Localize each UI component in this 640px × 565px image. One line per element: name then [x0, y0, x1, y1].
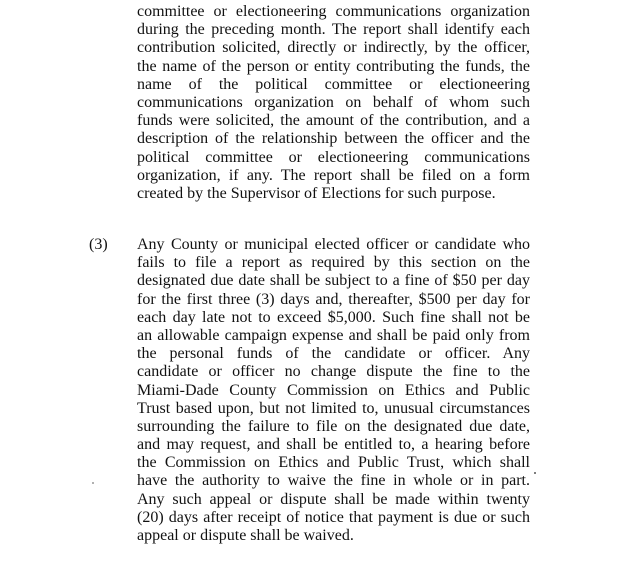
text-line: the personal funds of the candidate or officer. Any	[137, 345, 530, 363]
text-line: the Commission on Ethics and Public Trust, which shall	[137, 454, 530, 472]
text-line: designated due date shall be subject to a fine of $50 per day	[137, 272, 530, 290]
text-line: communications organization on behalf of whom such	[137, 93, 530, 111]
text-line: candidate or officer no change dispute the fine to the	[137, 363, 530, 381]
text-line: political committee or electioneering communications	[137, 148, 530, 166]
text-line: Miami-Dade County Commission on Ethics and Public	[137, 381, 530, 399]
text-line: the name of the person or entity contributing the funds, the	[137, 57, 530, 75]
scan-speck	[92, 482, 94, 484]
text-line: appeal or dispute shall be waived.	[137, 527, 354, 544]
text-line: an allowable campaign expense and shall be paid only from	[137, 326, 530, 344]
paragraph-number: (3)	[89, 236, 108, 253]
text-line: committee or electioneering communications organization	[137, 3, 530, 20]
paragraph-continued	[137, 3, 530, 203]
text-line: funds were solicited, the amount of the contribution, and a	[137, 112, 530, 130]
text-line: (20) days after receipt of notice that payment is due or such	[137, 508, 530, 526]
text-line: description of the relationship between the officer and the	[137, 130, 530, 148]
text-line: organization, if any. The report shall be filed on a form	[137, 166, 530, 184]
text-line: surrounding the failure to file on the designated due date,	[137, 417, 530, 435]
text-line: each day late not to exceed $5,000. Such fine shall not be	[137, 308, 530, 326]
text-line: Trust based upon, but not limited to, unusual circumstances	[137, 399, 530, 417]
text-line: Any County or municipal elected officer or candidate who	[137, 236, 530, 253]
text-line: name of the political committee or electioneering	[137, 75, 530, 93]
text-line: fails to file a report as required by this section on the	[137, 254, 530, 272]
text-line: Any such appeal or dispute shall be made within twenty	[137, 490, 530, 508]
text-line: during the preceding month. The report shall identify each	[137, 21, 530, 39]
scan-speck	[534, 472, 536, 474]
text-line: and may request, and shall be entitled to, a hearing before	[137, 436, 530, 454]
text-line: created by the Supervisor of Elections for such purpose.	[137, 184, 496, 202]
text-line: contribution solicited, directly or indirectly, by the officer,	[137, 39, 530, 57]
paragraph-3	[137, 236, 530, 545]
text-line: for the first three (3) days and, thereafter, $500 per day for	[137, 290, 530, 308]
text-line: have the authority to waive the fine in whole or in part.	[137, 472, 530, 490]
